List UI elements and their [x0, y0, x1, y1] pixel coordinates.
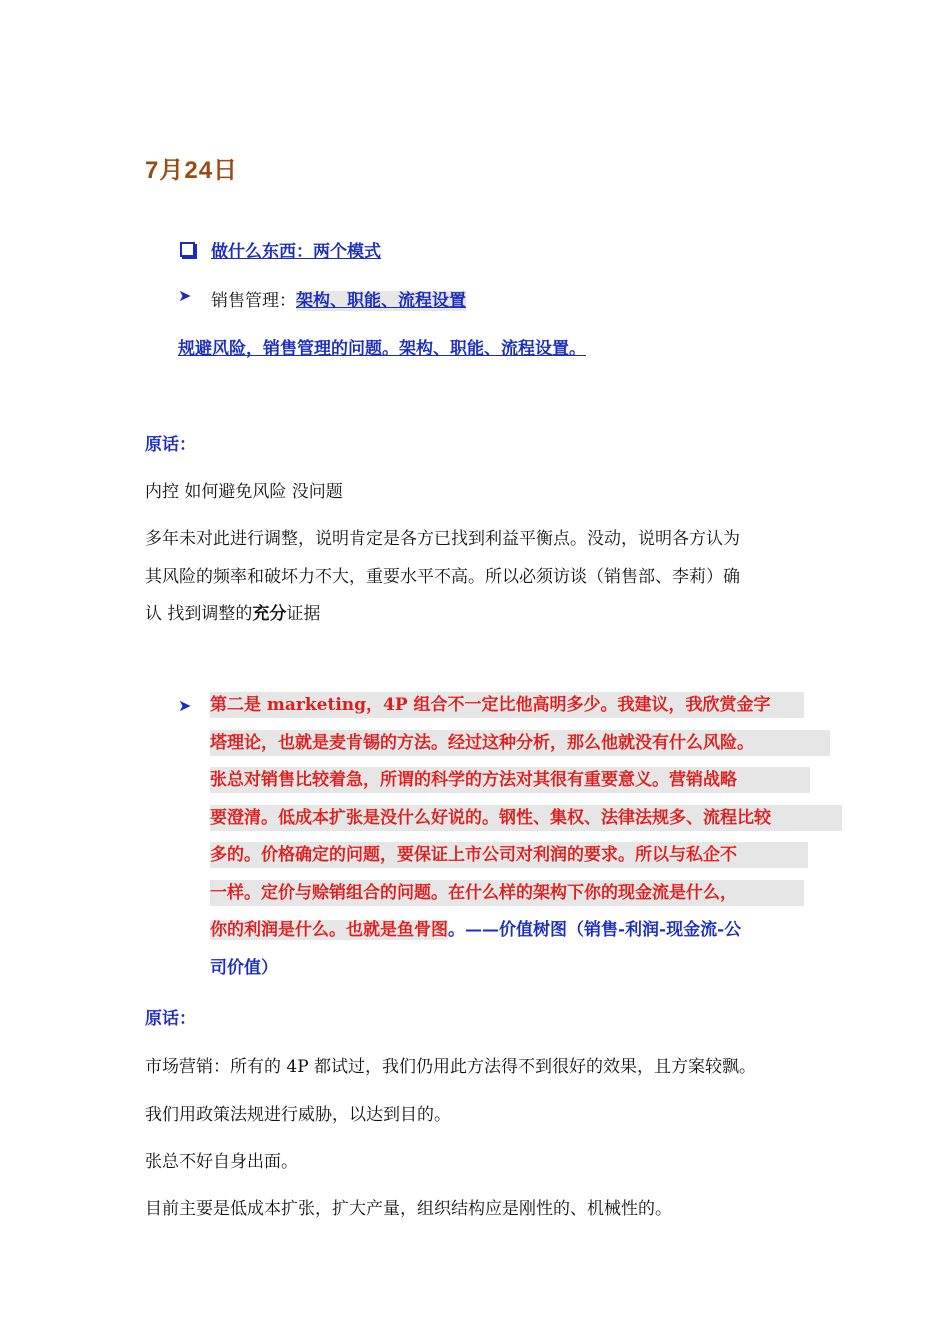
section-label-1: 原话：	[145, 435, 196, 455]
quote2-line3: 张总不好自身出面。	[145, 1152, 298, 1172]
quote1-para-line3-bold: 充分	[252, 604, 287, 624]
arrow-bullet-icon: ➤	[178, 286, 192, 305]
quote1-para-line2: 其风险的频率和破坏力不大，重要水平不高。所以必须访谈（销售部、李莉）确	[145, 567, 740, 587]
section-label-2: 原话：	[145, 1009, 196, 1029]
quote1-para-line1: 多年未对此进行调整，说明肯定是各方已找到利益平衡点。没动，说明各方认为	[145, 529, 740, 549]
quote1-line1: 内控 如何避免风险 没问题	[145, 482, 343, 502]
summary-line: 规避风险，销售管理的问题。架构、职能、流程设置。	[178, 339, 586, 359]
arrow-bullet-icon: ➤	[178, 696, 192, 715]
point2-line7-red: 你的利润是什么。也就是鱼骨图	[210, 920, 448, 940]
point2-line7-blue: 。——价值树图（销售-利润-现金流-公	[448, 920, 742, 940]
point2-line4: 要澄清。低成本扩张是没什么好说的。钢性、集权、法律法规多、流程比较	[210, 805, 842, 831]
quote2-line4: 目前主要是低成本扩张，扩大产量，组织结构应是刚性的、机械性的。	[145, 1199, 672, 1219]
checkbox-square-icon	[180, 242, 195, 257]
point2-line2: 塔理论，也就是麦肯锡的方法。经过这种分析，那么他就没有什么风险。	[210, 730, 830, 756]
quote2-line2: 我们用政策法规进行威胁，以达到目的。	[145, 1105, 451, 1125]
point2-line5: 多的。价格确定的问题，要保证上市公司对利润的要求。所以与私企不	[210, 842, 808, 868]
quote1-para-line3-b: 证据	[286, 604, 321, 624]
point2-line7	[210, 917, 741, 943]
quote1-para-line3-a: 认 找到调整的	[145, 604, 253, 624]
page-title: 7月24日	[145, 157, 239, 184]
bullet-item-2	[211, 286, 466, 311]
point2-line6: 一样。定价与赊销组合的问题。在什么样的架构下你的现金流是什么，	[210, 880, 804, 906]
bullet-item-2-highlight: 架构、职能、流程设置	[296, 291, 466, 311]
bullet-item-1: 做什么东西：两个模式	[211, 242, 381, 262]
bullet-item-2-prefix: 销售管理：	[211, 291, 296, 311]
point2-line1: 第二是 marketing，4P 组合不一定比他高明多少。我建议，我欣赏金字	[210, 692, 804, 718]
point2-line8: 司价值）	[210, 958, 278, 978]
quote1-para-line3	[145, 599, 320, 624]
point2-line3: 张总对销售比较着急，所谓的科学的方法对其很有重要意义。营销战略	[210, 767, 810, 793]
quote2-line1: 市场营销：所有的 4P 都试过，我们仍用此方法得不到很好的效果，且方案较飘。	[145, 1057, 757, 1077]
